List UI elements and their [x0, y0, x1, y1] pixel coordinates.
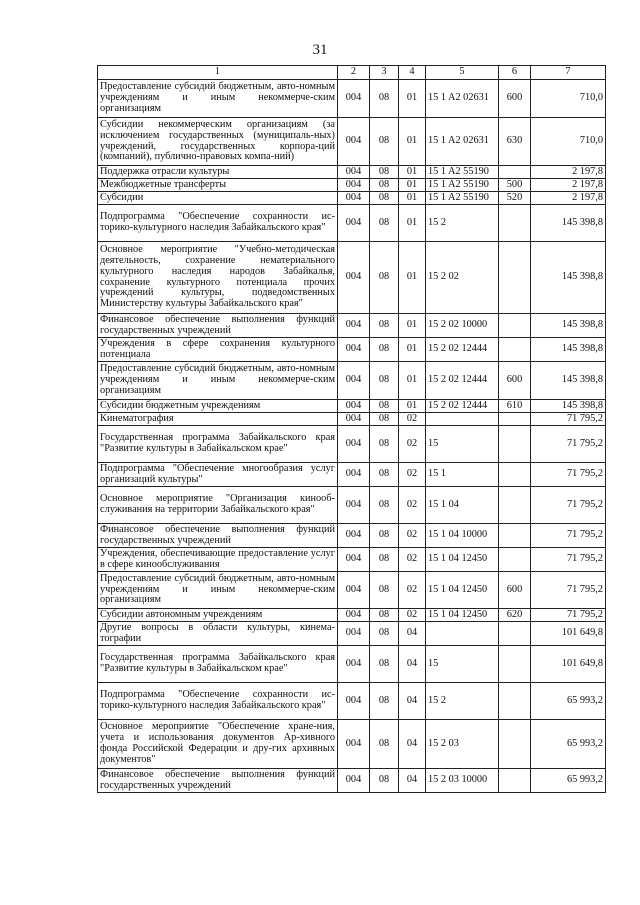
- table-row: [98, 609, 606, 622]
- cell-grbs: 004: [338, 683, 370, 720]
- cell-section: 08: [370, 400, 399, 413]
- cell-expense-type: [499, 413, 531, 426]
- cell-expense-type: [499, 622, 531, 646]
- cell-target-article: [426, 622, 499, 646]
- cell-target-article: 15 1: [426, 463, 499, 487]
- cell-subsection: 01: [399, 80, 426, 118]
- cell-section: 08: [370, 314, 399, 338]
- cell-grbs: 004: [338, 400, 370, 413]
- row-name: Основное мероприятие "Организация кинооб-служивания на территории Забайкальского края": [98, 487, 338, 524]
- column-header: 1: [98, 66, 338, 80]
- row-name: Государственная программа Забайкальского края "Развитие культуры в Забайкальском крае": [98, 646, 338, 683]
- cell-expense-type: [499, 548, 531, 572]
- cell-target-article: 15 2 02 12444: [426, 338, 499, 362]
- cell-amount: 710,0: [531, 118, 606, 166]
- cell-section: 08: [370, 242, 399, 314]
- cell-expense-type: 500: [499, 179, 531, 192]
- row-name: Другие вопросы в области культуры, кинема-тографии: [98, 622, 338, 646]
- cell-section: 08: [370, 720, 399, 769]
- budget-table: [97, 65, 606, 793]
- cell-amount: 2 197,8: [531, 166, 606, 179]
- table-row: [98, 572, 606, 609]
- cell-section: 08: [370, 548, 399, 572]
- table-row: [98, 118, 606, 166]
- table-row: [98, 463, 606, 487]
- cell-grbs: 004: [338, 463, 370, 487]
- cell-amount: 71 795,2: [531, 463, 606, 487]
- cell-target-article: 15 1 04 12450: [426, 548, 499, 572]
- cell-subsection: 01: [399, 400, 426, 413]
- cell-amount: 71 795,2: [531, 524, 606, 548]
- row-name: Субсидии: [98, 192, 338, 205]
- cell-section: 08: [370, 463, 399, 487]
- row-name: Основное мероприятие "Учебно-методическая деятельность, сохранение нематериального культурного наследия народов Забайкалья, сохранение культурного потенциала прочих учреждений культуры, подведомственных Министерству культуры Забайкальского края": [98, 242, 338, 314]
- table-row: [98, 426, 606, 463]
- cell-grbs: 004: [338, 548, 370, 572]
- table-row: [98, 179, 606, 192]
- table-row: [98, 683, 606, 720]
- cell-subsection: 02: [399, 548, 426, 572]
- cell-target-article: 15 1 04: [426, 487, 499, 524]
- cell-target-article: 15: [426, 426, 499, 463]
- cell-section: 08: [370, 609, 399, 622]
- table-row: [98, 362, 606, 400]
- cell-expense-type: [499, 769, 531, 793]
- cell-grbs: 004: [338, 166, 370, 179]
- cell-grbs: 004: [338, 622, 370, 646]
- column-header: 3: [370, 66, 399, 80]
- cell-section: 08: [370, 179, 399, 192]
- cell-subsection: 02: [399, 609, 426, 622]
- row-name: Предоставление субсидий бюджетным, авто-номным учреждениям и иным некоммерче-ским организациям: [98, 80, 338, 118]
- cell-section: 08: [370, 413, 399, 426]
- table-row: [98, 400, 606, 413]
- cell-grbs: 004: [338, 179, 370, 192]
- cell-expense-type: [499, 166, 531, 179]
- cell-target-article: [426, 413, 499, 426]
- page-number: 31: [312, 42, 328, 58]
- cell-subsection: 02: [399, 572, 426, 609]
- cell-expense-type: [499, 242, 531, 314]
- cell-target-article: 15 1 04 12450: [426, 572, 499, 609]
- cell-section: 08: [370, 487, 399, 524]
- cell-section: 08: [370, 338, 399, 362]
- cell-expense-type: [499, 205, 531, 242]
- cell-grbs: 004: [338, 192, 370, 205]
- row-name: Финансовое обеспечение выполнения функций государственных учреждений: [98, 524, 338, 548]
- cell-grbs: 004: [338, 769, 370, 793]
- cell-section: 08: [370, 572, 399, 609]
- table-row: [98, 548, 606, 572]
- table-row: [98, 205, 606, 242]
- cell-amount: 71 795,2: [531, 413, 606, 426]
- cell-expense-type: 600: [499, 80, 531, 118]
- cell-expense-type: [499, 426, 531, 463]
- table-row: [98, 524, 606, 548]
- cell-amount: 2 197,8: [531, 179, 606, 192]
- cell-subsection: 01: [399, 205, 426, 242]
- cell-target-article: 15 2 03: [426, 720, 499, 769]
- cell-subsection: 01: [399, 362, 426, 400]
- cell-amount: 145 398,8: [531, 242, 606, 314]
- cell-section: 08: [370, 683, 399, 720]
- table-header-row: [98, 66, 606, 80]
- cell-subsection: 01: [399, 242, 426, 314]
- row-name: Учреждения, обеспечивающие предоставление услуг в сфере кинообслуживания: [98, 548, 338, 572]
- cell-grbs: 004: [338, 572, 370, 609]
- cell-section: 08: [370, 166, 399, 179]
- cell-grbs: 004: [338, 118, 370, 166]
- column-header: 6: [499, 66, 531, 80]
- table-row: [98, 242, 606, 314]
- cell-subsection: 04: [399, 646, 426, 683]
- cell-grbs: 004: [338, 338, 370, 362]
- cell-grbs: 004: [338, 426, 370, 463]
- cell-amount: 65 993,2: [531, 720, 606, 769]
- cell-section: 08: [370, 769, 399, 793]
- cell-expense-type: [499, 314, 531, 338]
- cell-expense-type: [499, 463, 531, 487]
- row-name: Предоставление субсидий бюджетным, авто-номным учреждениям и иным некоммерче-ским организациям: [98, 572, 338, 609]
- cell-subsection: 01: [399, 166, 426, 179]
- cell-grbs: 004: [338, 80, 370, 118]
- cell-target-article: 15 1 A2 02631: [426, 118, 499, 166]
- cell-amount: 65 993,2: [531, 769, 606, 793]
- column-header: 2: [338, 66, 370, 80]
- cell-section: 08: [370, 118, 399, 166]
- cell-target-article: 15 1 A2 55190: [426, 192, 499, 205]
- cell-expense-type: [499, 683, 531, 720]
- cell-grbs: 004: [338, 646, 370, 683]
- row-name: Межбюджетные трансферты: [98, 179, 338, 192]
- cell-section: 08: [370, 362, 399, 400]
- cell-target-article: 15 2 02 10000: [426, 314, 499, 338]
- row-name: Основное мероприятие "Обеспечение хране-ния, учета и использования документов Ар-хивного фонда Российской Федерации и дру-гих архивных документов": [98, 720, 338, 769]
- row-name: Субсидии некоммерческим организациям (за исключением государственных (муниципаль-ных) учреждений, государственных корпора-ций (компаний), публично-правовых компа-ний): [98, 118, 338, 166]
- cell-subsection: 01: [399, 314, 426, 338]
- cell-subsection: 01: [399, 192, 426, 205]
- cell-amount: 710,0: [531, 80, 606, 118]
- row-name: Учреждения в сфере сохранения культурного потенциала: [98, 338, 338, 362]
- cell-section: 08: [370, 80, 399, 118]
- cell-amount: 2 197,8: [531, 192, 606, 205]
- row-name: Финансовое обеспечение выполнения функций государственных учреждений: [98, 314, 338, 338]
- cell-target-article: 15 1 A2 55190: [426, 179, 499, 192]
- cell-section: 08: [370, 622, 399, 646]
- cell-target-article: 15 2 02 12444: [426, 362, 499, 400]
- table-row: [98, 413, 606, 426]
- cell-subsection: 02: [399, 463, 426, 487]
- cell-subsection: 02: [399, 524, 426, 548]
- cell-amount: 71 795,2: [531, 487, 606, 524]
- cell-subsection: 01: [399, 118, 426, 166]
- cell-section: 08: [370, 205, 399, 242]
- table-row: [98, 80, 606, 118]
- row-name: Подпрограмма "Обеспечение сохранности ис-торико-культурного наследия Забайкальского края": [98, 683, 338, 720]
- table-row: [98, 314, 606, 338]
- cell-expense-type: 620: [499, 609, 531, 622]
- cell-expense-type: 600: [499, 362, 531, 400]
- table-row: [98, 166, 606, 179]
- row-name: Субсидии бюджетным учреждениям: [98, 400, 338, 413]
- cell-subsection: 02: [399, 413, 426, 426]
- cell-grbs: 004: [338, 720, 370, 769]
- cell-grbs: 004: [338, 205, 370, 242]
- column-header: 5: [426, 66, 499, 80]
- row-name: Субсидии автономным учреждениям: [98, 609, 338, 622]
- cell-amount: 101 649,8: [531, 622, 606, 646]
- cell-section: 08: [370, 426, 399, 463]
- column-header: 4: [399, 66, 426, 80]
- row-name: Кинематография: [98, 413, 338, 426]
- cell-target-article: 15 2: [426, 205, 499, 242]
- cell-amount: 71 795,2: [531, 572, 606, 609]
- cell-section: 08: [370, 192, 399, 205]
- cell-amount: 145 398,8: [531, 400, 606, 413]
- table-row: [98, 622, 606, 646]
- cell-amount: 145 398,8: [531, 314, 606, 338]
- cell-expense-type: 630: [499, 118, 531, 166]
- cell-expense-type: [499, 487, 531, 524]
- cell-expense-type: 520: [499, 192, 531, 205]
- cell-amount: 145 398,8: [531, 338, 606, 362]
- cell-amount: 145 398,8: [531, 205, 606, 242]
- cell-target-article: 15 1 A2 55190: [426, 166, 499, 179]
- cell-expense-type: 610: [499, 400, 531, 413]
- cell-subsection: 02: [399, 487, 426, 524]
- row-name: Государственная программа Забайкальского края "Развитие культуры в Забайкальском крае": [98, 426, 338, 463]
- cell-grbs: 004: [338, 524, 370, 548]
- cell-grbs: 004: [338, 609, 370, 622]
- cell-grbs: 004: [338, 362, 370, 400]
- cell-target-article: 15 1 04 12450: [426, 609, 499, 622]
- row-name: Подпрограмма "Обеспечение сохранности ис-торико-культурного наследия Забайкальского края": [98, 205, 338, 242]
- row-name: Поддержка отрасли культуры: [98, 166, 338, 179]
- cell-target-article: 15: [426, 646, 499, 683]
- row-name: Подпрограмма "Обеспечение многообразия услуг организаций культуры": [98, 463, 338, 487]
- cell-amount: 65 993,2: [531, 683, 606, 720]
- row-name: Предоставление субсидий бюджетным, авто-номным учреждениям и иным некоммерче-ским организациям: [98, 362, 338, 400]
- cell-grbs: 004: [338, 314, 370, 338]
- cell-section: 08: [370, 646, 399, 683]
- table-row: [98, 720, 606, 769]
- table-row: [98, 192, 606, 205]
- row-name: Финансовое обеспечение выполнения функций государственных учреждений: [98, 769, 338, 793]
- cell-target-article: 15 1 04 10000: [426, 524, 499, 548]
- cell-amount: 71 795,2: [531, 426, 606, 463]
- cell-target-article: 15 1 A2 02631: [426, 80, 499, 118]
- cell-amount: 101 649,8: [531, 646, 606, 683]
- cell-section: 08: [370, 524, 399, 548]
- cell-target-article: 15 2: [426, 683, 499, 720]
- cell-subsection: 04: [399, 683, 426, 720]
- cell-expense-type: [499, 524, 531, 548]
- table-row: [98, 338, 606, 362]
- cell-subsection: 01: [399, 338, 426, 362]
- table-row: [98, 769, 606, 793]
- cell-target-article: 15 2 03 10000: [426, 769, 499, 793]
- cell-expense-type: [499, 338, 531, 362]
- cell-amount: 145 398,8: [531, 362, 606, 400]
- cell-subsection: 04: [399, 720, 426, 769]
- cell-target-article: 15 2 02 12444: [426, 400, 499, 413]
- cell-expense-type: 600: [499, 572, 531, 609]
- column-header: 7: [531, 66, 606, 80]
- cell-subsection: 04: [399, 769, 426, 793]
- cell-expense-type: [499, 720, 531, 769]
- cell-grbs: 004: [338, 413, 370, 426]
- cell-target-article: 15 2 02: [426, 242, 499, 314]
- cell-subsection: 04: [399, 622, 426, 646]
- table-row: [98, 487, 606, 524]
- cell-amount: 71 795,2: [531, 548, 606, 572]
- cell-amount: 71 795,2: [531, 609, 606, 622]
- cell-expense-type: [499, 646, 531, 683]
- cell-subsection: 02: [399, 426, 426, 463]
- cell-subsection: 01: [399, 179, 426, 192]
- cell-grbs: 004: [338, 487, 370, 524]
- cell-grbs: 004: [338, 242, 370, 314]
- table-row: [98, 646, 606, 683]
